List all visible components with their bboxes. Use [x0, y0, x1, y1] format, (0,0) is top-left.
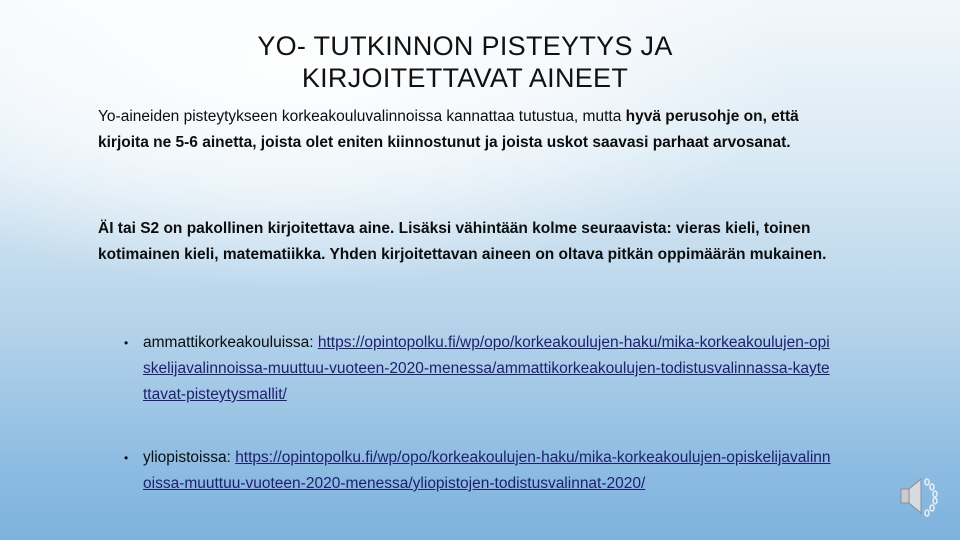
bullet-item-amk: [124, 330, 833, 408]
intro-paragraph: [98, 104, 838, 156]
slide-title-line-1: YO- TUTKINNON PISTEYTYS JA: [257, 31, 673, 61]
bullet-label-amk: ammattikorkeakouluissa:: [143, 334, 318, 351]
intro-paragraph-normal: Yo-aineiden pisteytykseen korkeakouluvalinnoissa kannattaa tutustua, mutta: [98, 108, 626, 125]
slide-title-line-2: KIRJOITETTAVAT AINEET: [301, 63, 629, 93]
speaker-icon[interactable]: [893, 470, 945, 522]
intro-paragraph-bold: hyvä perusohje on, että kirjoita ne 5-6 ainetta, joista olet eniten kiinnostunut ja joista uskot saavasi parhaat arvosanat.: [98, 108, 799, 151]
bullet-item-university: [124, 445, 833, 497]
bullet-marker: •: [124, 451, 129, 465]
slide-title: [120, 30, 810, 94]
requirements-paragraph: ÄI tai S2 on pakollinen kirjoitettava aine. Lisäksi vähintään kolme seuraavista: vieras kieli, toinen kotimainen kieli, matematiikka. Yhden kirjoitettavan aineen on oltava pitkän oppimäärän mukainen.: [98, 220, 827, 263]
bullet-marker: •: [124, 336, 129, 350]
link-university-scoring[interactable]: https://opintopolku.fi/wp/opo/korkeakoulujen-haku/mika-korkeakoulujen-opiskelijavalinnoissa-muuttuu-vuoteen-2020-menessa/yliopistojen-todistusvalinnat-2020/: [143, 449, 831, 492]
link-amk-scoring[interactable]: https://opintopolku.fi/wp/opo/korkeakoulujen-haku/mika-korkeakoulujen-opiskelijavalinnoissa-muuttuu-vuoteen-2020-menessa/ammattikorkeakoulujen-todistusvalinnassa-kaytettavat-pisteytysmallit/: [143, 334, 830, 403]
bullet-label-university: yliopistoissa:: [143, 449, 236, 466]
